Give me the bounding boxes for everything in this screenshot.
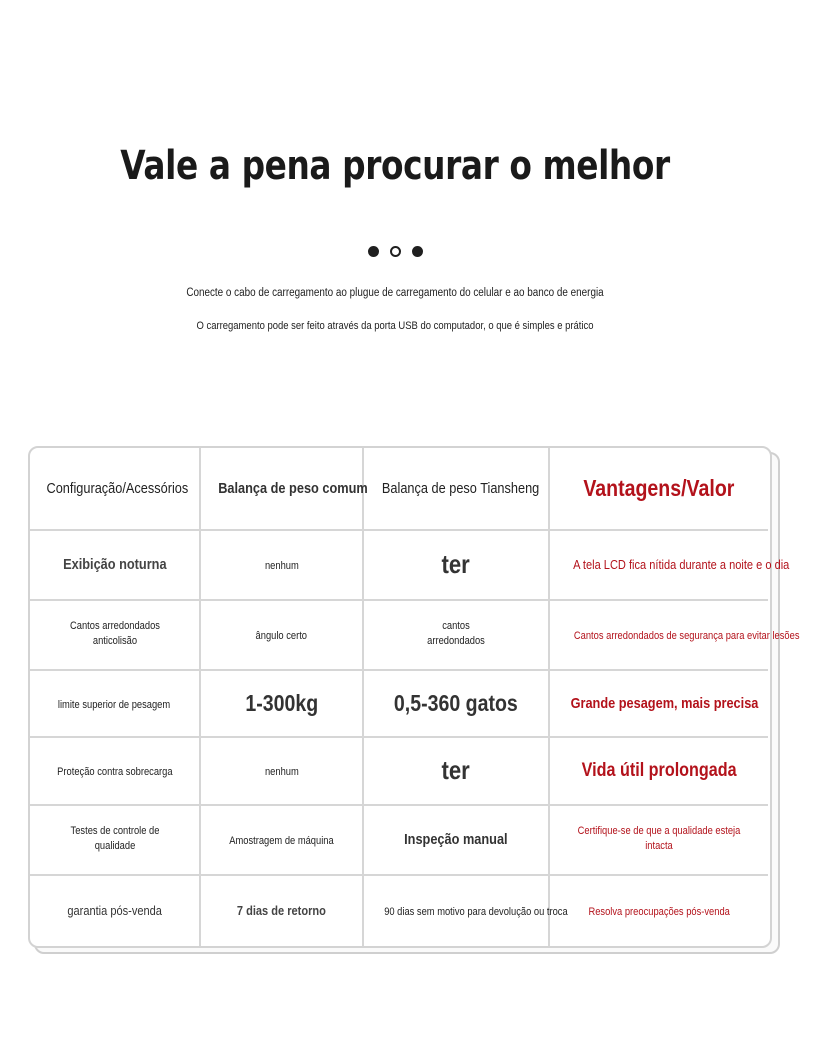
cell-advantage: Certifique-se de que a qualidade esteja intacta xyxy=(549,805,768,875)
cell-tiansheng: ter xyxy=(363,737,549,805)
carousel-dots xyxy=(366,246,426,260)
cell-common: nenhum xyxy=(200,737,363,805)
cell-advantage: Vida útil prolongada xyxy=(549,737,768,805)
cell-tiansheng: Inspeção manual xyxy=(363,805,549,875)
header-advantages: Vantagens/Valor xyxy=(549,448,768,530)
cell-common: Amostragem de máquina xyxy=(200,805,363,875)
dot-filled-1 xyxy=(368,246,379,257)
cell-tiansheng: 0,5-360 gatos xyxy=(363,670,549,737)
table-header-row xyxy=(30,448,768,530)
page-headline: Vale a pena procurar o melhor xyxy=(120,143,670,189)
dot-outline-2 xyxy=(390,246,401,257)
cell-feature: Cantos arredondados anticolisão xyxy=(30,600,200,670)
cell-feature: limite superior de pesagem xyxy=(30,670,200,737)
cell-tiansheng: 90 dias sem motivo para devolução ou troca xyxy=(363,875,549,946)
cell-common: 1-300kg xyxy=(200,670,363,737)
table-row xyxy=(30,600,768,670)
cell-advantage: Cantos arredondados de segurança para evitar lesões xyxy=(549,600,768,670)
cell-common: 7 dias de retorno xyxy=(200,875,363,946)
header-config: Configuração/Acessórios xyxy=(30,448,200,530)
table-row xyxy=(30,875,768,946)
subtitle-usb: O carregamento pode ser feito através da porta USB do computador, o que é simples e prático xyxy=(196,320,594,332)
cell-tiansheng: cantos arredondados xyxy=(363,600,549,670)
comparison-table xyxy=(28,446,800,948)
header-tiansheng-scale: Balança de peso Tiansheng xyxy=(363,448,549,530)
table-row xyxy=(30,670,768,737)
cell-advantage: Resolva preocupações pós-venda xyxy=(549,875,768,946)
subtitle-charging: Conecte o cabo de carregamento ao plugue de carregamento do celular e ao banco de energia xyxy=(186,287,604,299)
table-row xyxy=(30,737,768,805)
cell-feature: Exibição noturna xyxy=(30,530,200,600)
dot-filled-3 xyxy=(412,246,423,257)
cell-feature: Proteção contra sobrecarga xyxy=(30,737,200,805)
cell-common: ângulo certo xyxy=(200,600,363,670)
cell-feature: Testes de controle de qualidade xyxy=(30,805,200,875)
cell-feature: garantia pós-venda xyxy=(30,875,200,946)
cell-common: nenhum xyxy=(200,530,363,600)
cell-advantage: A tela LCD fica nítida durante a noite e o dia xyxy=(549,530,768,600)
header-common-scale: Balança de peso comum xyxy=(200,448,363,530)
table-row xyxy=(30,805,768,875)
table-row xyxy=(30,530,768,600)
cell-advantage: Grande pesagem, mais precisa xyxy=(549,670,768,737)
cell-tiansheng: ter xyxy=(363,530,549,600)
